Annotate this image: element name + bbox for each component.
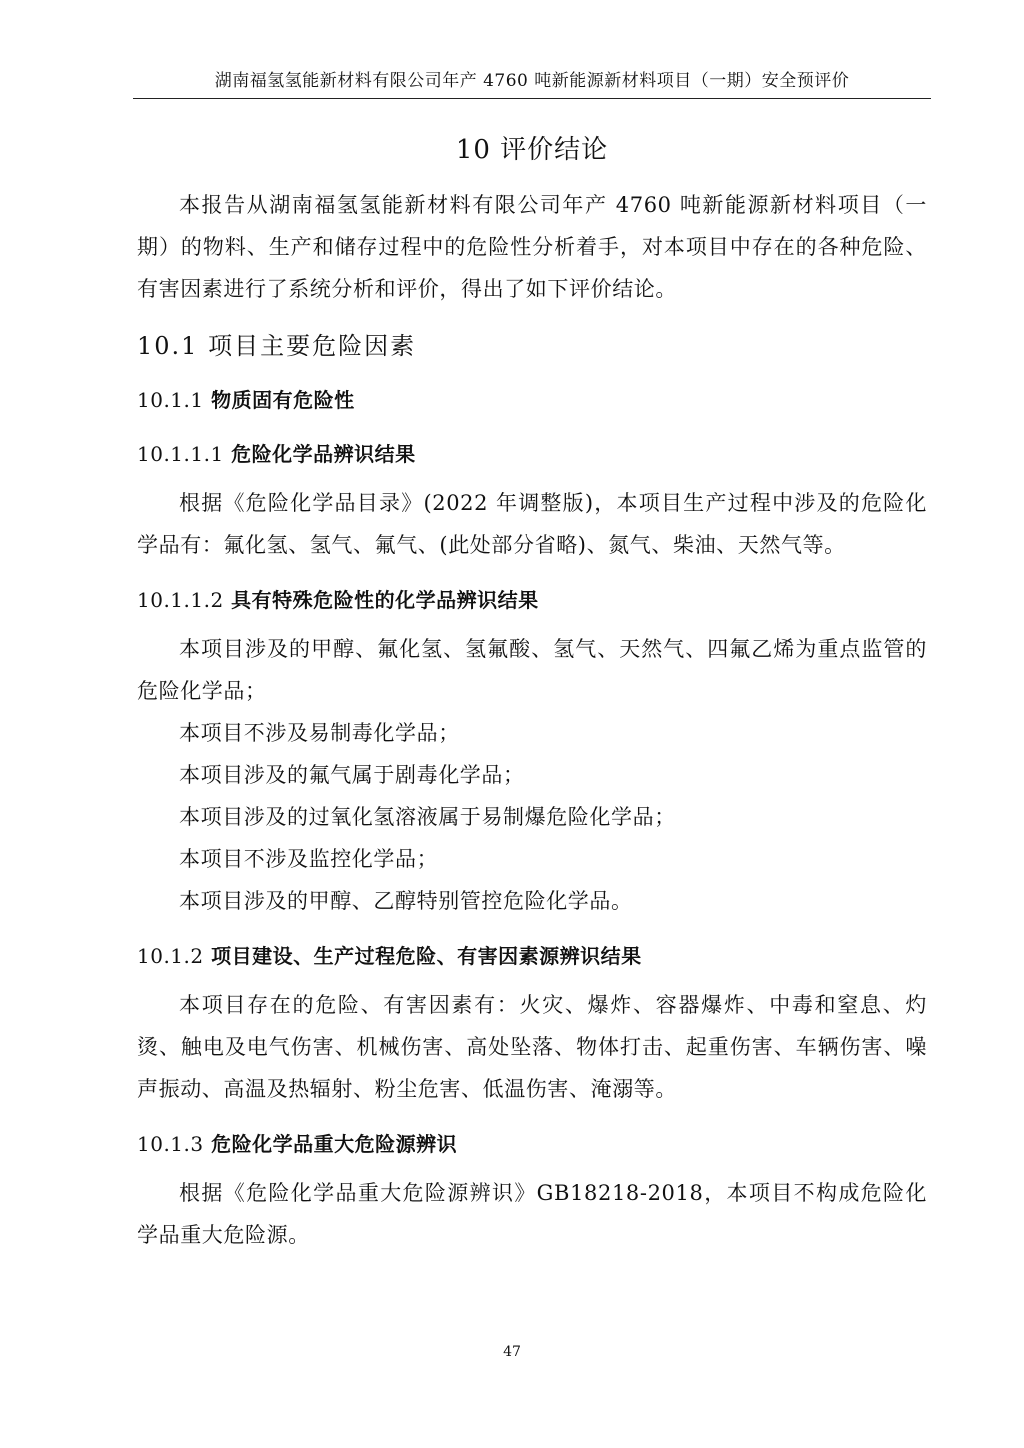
section-title: 危险化学品辨识结果 — [231, 442, 416, 466]
section-10-1-heading: 10.1 项目主要危险因素 — [137, 332, 417, 360]
special-hazard-paragraph: 本项目不涉及易制毒化学品； — [179, 721, 460, 745]
section-number: 10.1.1.1 — [137, 442, 224, 466]
special-hazard-paragraph: 本项目涉及的氟气属于剧毒化学品； — [179, 763, 525, 787]
section-number: 10.1.1.2 — [137, 588, 224, 612]
section-10-1-3-heading — [137, 1124, 927, 1164]
section-title: 项目建设、生产过程危险、有害因素源辨识结果 — [211, 944, 642, 968]
hazard-factors-paragraph: 本项目存在的危险、有害因素有：火灾、爆炸、容器爆炸、中毒和窒息、灼烫、触电及电气伤害、机械伤害、高处坠落、物体打击、起重伤害、车辆伤害、噪声振动、高温及热辐射、粉尘危害、低温伤害、淹溺等。 — [137, 993, 927, 1101]
section-10-1-1-1-heading — [137, 434, 927, 474]
section-10-1-2-heading — [137, 936, 927, 976]
page-content — [137, 120, 927, 1256]
hazardous-chemicals-paragraph: 根据《危险化学品目录》(2022 年调整版)，本项目生产过程中涉及的危险化学品有：氟化氢、氢气、氟气、(此处部分省略)、氮气、柴油、天然气等。 — [137, 491, 927, 557]
section-title: 具有特殊危险性的化学品辨识结果 — [231, 588, 539, 612]
section-title: 危险化学品重大危险源辨识 — [211, 1132, 458, 1156]
page-number: 47 — [503, 1344, 521, 1360]
special-hazard-paragraph: 本项目涉及的甲醇、乙醇特别管控危险化学品。 — [179, 889, 633, 913]
special-hazard-paragraph: 本项目涉及的过氧化氢溶液属于易制爆危险化学品； — [179, 805, 676, 829]
special-hazard-paragraph: 本项目不涉及监控化学品； — [179, 847, 439, 871]
chapter-title: 10 评价结论 — [455, 135, 609, 165]
section-number: 10.1.3 — [137, 1132, 204, 1156]
section-10-1-1-heading — [137, 380, 927, 420]
major-hazard-source-paragraph: 根据《危险化学品重大危险源辨识》GB18218-2018，本项目不构成危险化学品重大危险源。 — [137, 1181, 927, 1247]
section-number: 10.1.1 — [137, 388, 204, 412]
section-10-1-1-2-heading — [137, 580, 927, 620]
header-rule — [133, 98, 931, 99]
section-title: 物质固有危险性 — [211, 388, 355, 412]
section-number: 10.1.2 — [137, 944, 204, 968]
special-hazard-paragraph: 本项目涉及的甲醇、氟化氢、氢氟酸、氢气、天然气、四氟乙烯为重点监管的危险化学品； — [137, 637, 927, 703]
chapter-intro-paragraph: 本报告从湖南福氢氢能新材料有限公司年产 4760 吨新能源新材料项目（一期）的物料、生产和储存过程中的危险性分析着手，对本项目中存在的各种危险、有害因素进行了系统分析和评价，得出了如下评价结论。 — [137, 193, 927, 301]
running-header: 湖南福氢氢能新材料有限公司年产 4760 吨新能源新材料项目（一期）安全预评价 — [214, 71, 850, 91]
